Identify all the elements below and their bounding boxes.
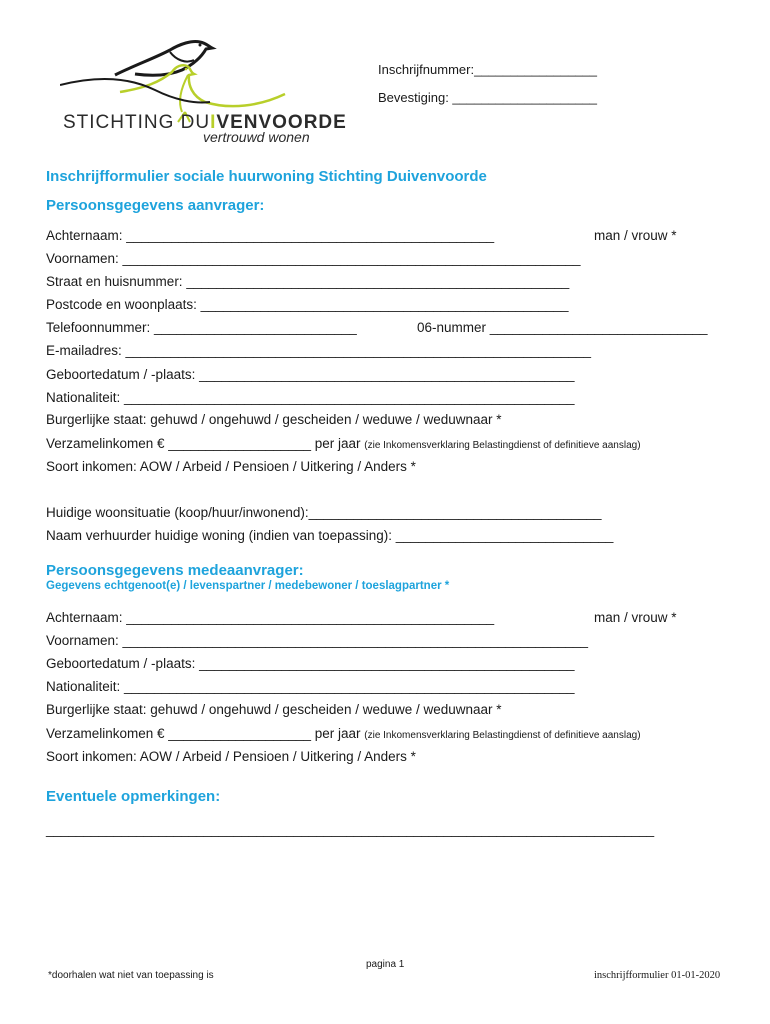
applicant-burgerlijk-field[interactable]: Burgerlijke staat: gehuwd / ongehuwd / gescheiden / weduwe / weduwnaar * [46, 412, 502, 427]
co-applicant-burgerlijk-field[interactable]: Burgerlijke staat: gehuwd / ongehuwd / gescheiden / weduwe / weduwnaar * [46, 702, 502, 717]
applicant-geboorte-field[interactable]: Geboortedatum / -plaats: __________________________________________________ [46, 367, 575, 382]
page-title: Inschrijfformulier sociale huurwoning Stichting Duivenvoorde [46, 168, 487, 185]
applicant-woonsituatie-field[interactable]: Huidige woonsituatie (koop/huur/inwonend):_______________________________________ [46, 505, 602, 520]
co-applicant-heading: Persoonsgegevens medeaanvrager: [46, 562, 304, 579]
applicant-heading: Persoonsgegevens aanvrager: [46, 197, 265, 214]
applicant-mobiel-field[interactable]: 06-nummer _____________________________ [417, 320, 708, 335]
applicant-email-field[interactable]: E-mailadres: ______________________________________________________________ [46, 343, 592, 358]
form-id: inschrijfformulier 01-01-2020 [594, 970, 721, 981]
co-applicant-subheading: Gegevens echtgenoot(e) / levenspartner / medebewoner / toeslagpartner * [46, 580, 450, 592]
applicant-soort-inkomen-field[interactable]: Soort inkomen: AOW / Arbeid / Pensioen / Uitkering / Anders * [46, 459, 416, 474]
co-applicant-nationaliteit-field[interactable]: Nationaliteit: ____________________________________________________________ [46, 679, 575, 694]
co-applicant-inkomen-field[interactable]: Verzamelinkomen € ___________________ per jaar (zie Inkomensverklaring Belastingdienst of definitieve aanslag) [46, 726, 641, 741]
co-applicant-achternaam-field[interactable]: Achternaam: _________________________________________________ [46, 610, 495, 625]
logo-tagline: vertrouwd wonen [203, 129, 310, 145]
page-number: pagina 1 [366, 959, 405, 970]
co-applicant-soort-inkomen-field[interactable]: Soort inkomen: AOW / Arbeid / Pensioen / Uitkering / Anders * [46, 749, 416, 764]
applicant-telefoon-field[interactable]: Telefoonnummer: ___________________________ [46, 320, 357, 335]
remarks-heading: Eventuele opmerkingen: [46, 788, 221, 805]
applicant-inkomen-field[interactable]: Verzamelinkomen € ___________________ per jaar (zie Inkomensverklaring Belastingdienst of definitieve aanslag) [46, 436, 641, 451]
applicant-straat-field[interactable]: Straat en huisnummer: ___________________________________________________ [46, 274, 570, 289]
co-applicant-geboorte-field[interactable]: Geboortedatum / -plaats: __________________________________________________ [46, 656, 575, 671]
co-applicant-voornamen-field[interactable]: Voornamen: ______________________________________________________________ [46, 633, 589, 648]
applicant-nationaliteit-field[interactable]: Nationaliteit: ____________________________________________________________ [46, 390, 575, 405]
applicant-verhuurder-field[interactable]: Naam verhuurder huidige woning (indien van toepassing): _____________________________ [46, 528, 614, 543]
logo-wordmark: STICHTING DUIVENVOORDE [63, 112, 347, 133]
remarks-field[interactable]: _________________________________________________________________________________ [46, 822, 655, 837]
footnote: *doorhalen wat niet van toepassing is [48, 970, 214, 981]
inschrijfnummer-field[interactable]: Inschrijfnummer:_________________ [378, 62, 597, 77]
applicant-voornamen-field[interactable]: Voornamen: _____________________________________________________________ [46, 251, 581, 266]
bevestiging-field[interactable]: Bevestiging: ____________________ [378, 90, 598, 105]
co-applicant-gender-field[interactable]: man / vrouw * [594, 610, 677, 625]
applicant-achternaam-field[interactable]: Achternaam: _________________________________________________ [46, 228, 495, 243]
applicant-gender-field[interactable]: man / vrouw * [594, 228, 677, 243]
applicant-postcode-field[interactable]: Postcode en woonplaats: _________________________________________________ [46, 297, 569, 312]
